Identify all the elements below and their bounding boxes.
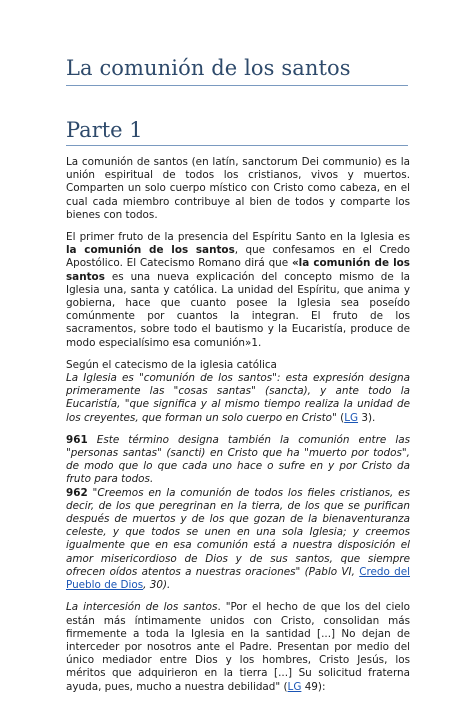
credo-link[interactable]: Credo del Pueblo de Dios <box>66 565 410 592</box>
paragraph-intercession <box>66 601 410 693</box>
section-label: La intercesión de los santos <box>66 601 218 614</box>
lg-link[interactable]: LG <box>344 411 359 424</box>
text-run: ( <box>336 411 345 424</box>
text-run: 49): <box>301 680 326 693</box>
lg-link[interactable]: LG <box>287 680 302 693</box>
bold-term: la comunión de los santos <box>66 244 235 257</box>
section-rule <box>66 145 408 146</box>
quote-text: , 30). <box>143 579 171 592</box>
quote-text: La Iglesia es "comunión de los santos": esta expresión designa primeramente las "cosas santas" (sancta), y ante todo la Eucaristía, "que significa y al mismo tiempo realiza la unidad de los creyentes, que forman un solo cuerpo en Cristo" <box>66 372 410 424</box>
text-run: 3). <box>358 411 376 424</box>
catechism-intro: Según el catecismo de la iglesia católica <box>66 358 277 371</box>
text-run: es una nueva explicación del concepto mismo de la Iglesia una, santa y católica. La unidad del Espíritu, que anima y gobierna, hace que cuanto posee la Iglesia sea poseído comúnmente por cuantos la integran. El fruto de los sacramentos, sobre todo el bautismo y la Eucaristía, produce de modo especialísimo esa comunión»1. <box>66 270 410 349</box>
quote-text: "Creemos en la comunión de todos los fieles cristianos, es decir, de los que peregrinan en la tierra, de los que se purifican después de muertos y de los que gozan de la bienaventuranza celeste, y que todos se unen en una sola Iglesia; y creemos igualmente que en esa comunión está a nuestra disposición el amor misericordioso de Dios y de sus santos, que siempre ofrecen oídos atentos a nuestras oraciones" (Pablo VI, <box>66 486 410 578</box>
bold-quote: «la comunión de los santos <box>66 257 410 283</box>
paragraph-first-fruit <box>66 231 410 350</box>
text-run: . "Por el hecho de que los del cielo están más íntimamente unidos con Cristo, consolidan más firmemente a toda la Iglesia en la santidad [...] No dejan de interceder por nosotros ante el Padre. Presentan por medio del único mediador entre Dios y los hombres, Cristo Jesús, los méritos que adquirieron en la tierra [...] Su solicitud fraterna ayuda, pues, mucho a nuestra debilidad" ( <box>66 601 410 693</box>
text-run: , que confesamos en el Credo Apostólico. El Catecismo Romano dirá que <box>66 244 410 270</box>
paragraph-number: 961 <box>66 433 88 446</box>
paragraph-961-962 <box>66 434 410 592</box>
paragraph-number: 962 <box>66 486 88 499</box>
title-rule <box>66 85 408 86</box>
page-title: La comunión de los santos <box>66 56 351 80</box>
paragraph-catechism-quote <box>66 372 410 425</box>
paragraph-intro: La comunión de santos (en latín, sanctorum Dei communio) es la unión espiritual de todos los cristianos, vivos y muertos. Comparten un solo cuerpo místico con Cristo como cabeza, en el cual cada miembro contribuye al bien de todos y comparte los bienes con todos. <box>66 156 410 221</box>
section-heading: Parte 1 <box>66 118 143 142</box>
text-run: El primer fruto de la presencia del Espíritu Santo en la Iglesia es <box>66 231 410 244</box>
body-text <box>66 156 410 703</box>
quote-text: Este término designa también la comunión entre las "personas santas" (sancti) en Cristo que ha "muerto por todos", de modo que lo que cada uno hace o sufre en y por Cristo da fruto para todos. <box>66 433 410 486</box>
